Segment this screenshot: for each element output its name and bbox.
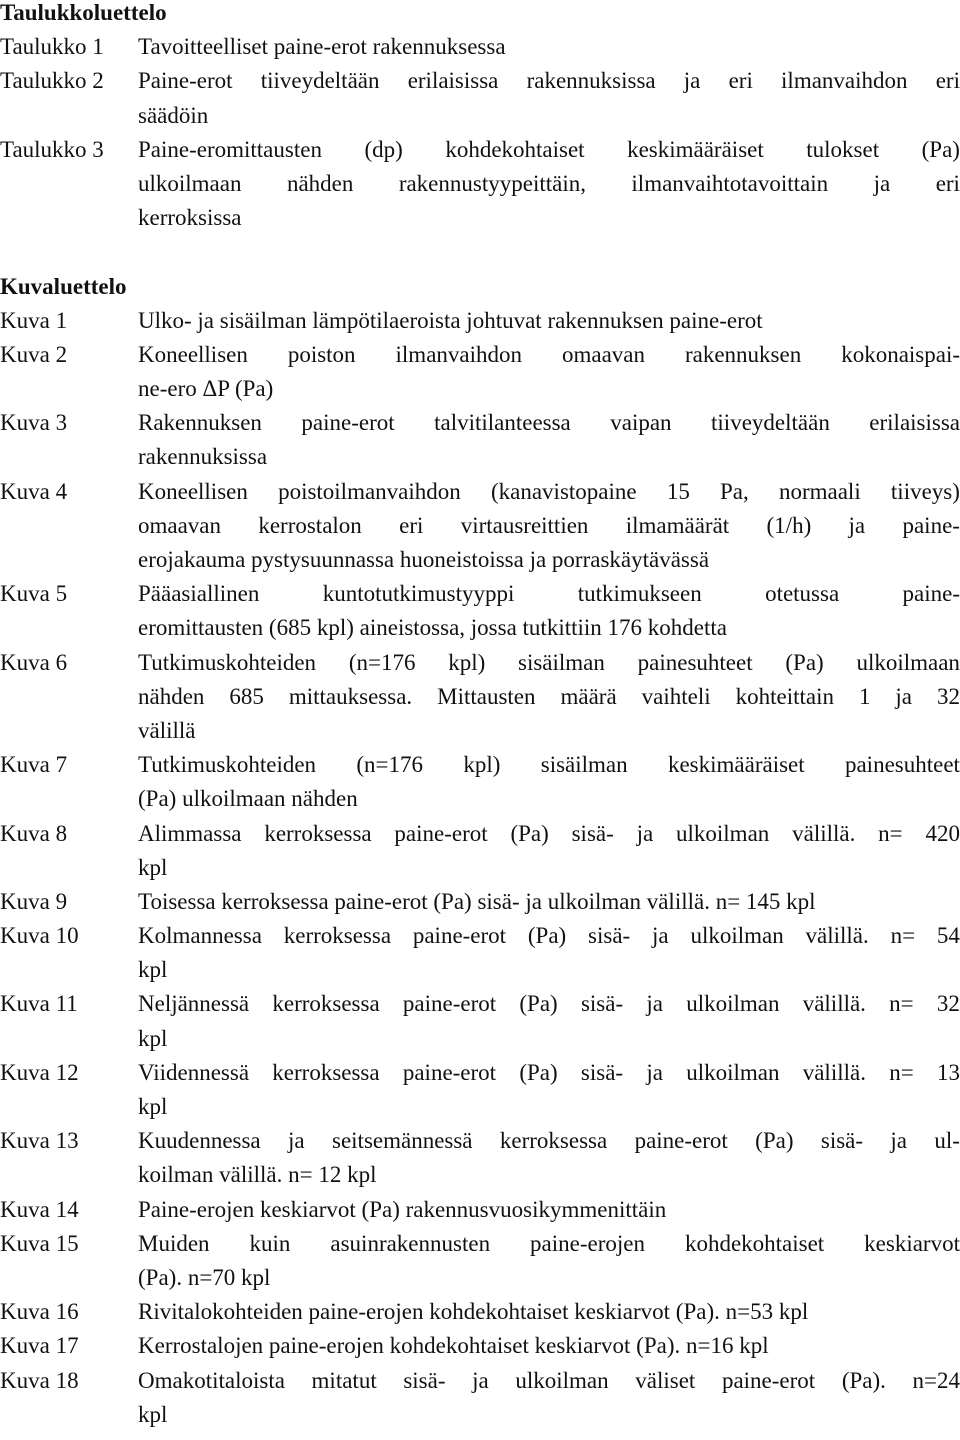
figure-list <box>0 304 960 1432</box>
figure-entry-caption-line: kpl <box>138 1401 168 1427</box>
figure-entry-label: Kuva 16 <box>0 1299 79 1325</box>
figure-entry <box>0 919 960 987</box>
figure-entry-caption <box>138 304 960 338</box>
figure-entry-label: Kuva 1 <box>0 307 68 333</box>
figure-entry-caption-line: Neljännessä kerroksessa paine-erot (Pa) sisä- ja ulkoilman välillä. n= 32 <box>138 991 960 1017</box>
figure-entry-caption-line: Tutkimuskohteiden (n=176 kpl) sisäilman painesuhteet (Pa) ulkoilmaan <box>138 649 960 675</box>
figure-entry-caption-line: Paine-erojen keskiarvot (Pa) rakennusvuosikymmenittäin <box>138 1196 667 1222</box>
figure-entry <box>0 338 960 406</box>
figure-entry-caption-line: Koneellisen poiston ilmanvaihdon omaavan rakennuksen kokonaispai- <box>138 341 960 367</box>
figure-entry-caption <box>138 1124 960 1192</box>
figure-entry-caption <box>138 338 960 406</box>
figure-entry-caption <box>138 885 960 919</box>
figure-entry-label: Kuva 17 <box>0 1333 79 1359</box>
figure-entry-caption <box>138 646 960 749</box>
figure-entry-caption-line: Kuudennessa ja seitsemännessä kerroksessa paine-erot (Pa) sisä- ja ul- <box>138 1128 960 1154</box>
figure-entry-label: Kuva 18 <box>0 1367 79 1393</box>
table-entry-caption <box>138 30 960 64</box>
figure-entry <box>0 1124 960 1192</box>
figure-entry-label: Kuva 10 <box>0 923 79 949</box>
figure-entry-caption-line: kpl <box>138 854 168 880</box>
figure-entry <box>0 1193 960 1227</box>
figure-entry-label: Kuva 15 <box>0 1230 79 1256</box>
figure-entry-caption-line: Rivitalokohteiden paine-erojen kohdekohtaiset keskiarvot (Pa). n=53 kpl <box>138 1299 809 1325</box>
figure-entry-caption-line: Toisessa kerroksessa paine-erot (Pa) sisä- ja ulkoilman välillä. n= 145 kpl <box>138 888 816 914</box>
figure-entry-label: Kuva 13 <box>0 1128 79 1154</box>
figure-entry-caption-line: Omakotitaloista mitatut sisä- ja ulkoilman väliset paine-erot (Pa). n=24 <box>138 1367 960 1393</box>
figure-entry-caption-line: (Pa). n=70 kpl <box>138 1265 271 1290</box>
figure-entry-caption-line: erojakauma pystysuunnassa huoneistoissa ja porraskäytävässä <box>138 547 710 573</box>
figure-entry-caption <box>138 987 960 1055</box>
table-entry-caption <box>138 133 960 236</box>
figure-entry <box>0 406 960 474</box>
figure-entry-caption-line: (Pa) ulkoilmaan nähden <box>138 786 358 812</box>
figure-entry-caption-line: kpl <box>138 957 168 983</box>
figure-entry <box>0 1056 960 1124</box>
figure-entry-caption <box>138 1227 960 1295</box>
figure-entry-label: Kuva 7 <box>0 752 68 778</box>
figure-entry-caption-line: eromittausten (685 kpl) aineistossa, jossa tutkittiin 176 kohdetta <box>138 615 727 641</box>
figure-entry-caption-line: Muiden kuin asuinrakennusten paine-erojen kohdekohtaiset keskiarvot <box>138 1230 960 1256</box>
figure-entry-caption <box>138 577 960 645</box>
table-list <box>0 30 960 235</box>
figure-entry-caption <box>138 406 960 474</box>
figure-entry <box>0 577 960 645</box>
table-entry-caption-line: ulkoilmaan nähden rakennustyypeittäin, ilmanvaihtotavoittain ja eri <box>138 170 960 196</box>
figure-entry-caption-line: Kerrostalojen paine-erojen kohdekohtaiset keskiarvot (Pa). n=16 kpl <box>138 1333 769 1359</box>
figure-entry-caption-line: omaavan kerrostalon eri virtausreittien ilmamäärät (1/h) ja paine- <box>138 512 960 538</box>
figure-entry-caption <box>138 1295 960 1329</box>
figure-entry-caption-line: koilman välillä. n= 12 kpl <box>138 1162 377 1188</box>
figure-entry-label: Kuva 14 <box>0 1196 79 1222</box>
figure-entry-caption-line: rakennuksissa <box>138 444 268 470</box>
figure-entry-label: Kuva 4 <box>0 478 68 504</box>
figure-entry-caption <box>138 1193 960 1227</box>
figure-entry-caption-line: nähden 685 mittauksessa. Mittausten määrä vaihteli kohteittain 1 ja 32 <box>138 683 960 709</box>
table-entry-label: Taulukko 2 <box>0 68 104 94</box>
figure-entry-label: Kuva 8 <box>0 820 68 846</box>
figure-entry <box>0 1364 960 1432</box>
figure-entry <box>0 817 960 885</box>
figure-entry <box>0 1295 960 1329</box>
figure-entry-caption-line: Rakennuksen paine-erot talvitilanteessa vaipan tiiveydeltään erilaisissa <box>138 410 960 436</box>
figure-entry-label: Kuva 6 <box>0 649 68 675</box>
table-entry <box>0 30 960 64</box>
figure-entry-caption-line: Alimmassa kerroksessa paine-erot (Pa) sisä- ja ulkoilman välillä. n= 420 <box>138 820 960 846</box>
figure-entry-caption-line: Pääasiallinen kuntotutkimustyyppi tutkimukseen otetussa paine- <box>138 581 960 607</box>
figure-entry-caption <box>138 1056 960 1124</box>
figure-entry <box>0 885 960 919</box>
table-entry <box>0 133 960 236</box>
figure-entry <box>0 987 960 1055</box>
table-entry-caption-line: säädöin <box>138 102 209 128</box>
figure-entry <box>0 475 960 578</box>
figure-entry-caption <box>138 475 960 578</box>
figure-entry <box>0 748 960 816</box>
figure-entry-caption-line: ne-ero ΔP (Pa) <box>138 376 274 402</box>
figure-entry-label: Kuva 9 <box>0 888 68 914</box>
figure-entry-caption <box>138 1364 960 1432</box>
figure-entry-label: Kuva 3 <box>0 410 68 436</box>
figure-list-heading: Kuvaluettelo <box>0 273 127 299</box>
table-entry-label: Taulukko 3 <box>0 136 104 162</box>
table-entry-caption-line: Paine-eromittausten (dp) kohdekohtaiset keskimääräiset tulokset (Pa) <box>138 136 960 162</box>
figure-entry-caption <box>138 817 960 885</box>
table-entry-label: Taulukko 1 <box>0 34 104 60</box>
figure-entry <box>0 304 960 338</box>
figure-entry-caption-line: Koneellisen poistoilmanvaihdon (kanavistopaine 15 Pa, normaali tiiveys) <box>138 478 960 504</box>
figure-entry-caption-line: Ulko- ja sisäilman lämpötilaeroista johtuvat rakennuksen paine-erot <box>138 307 763 333</box>
figure-entry-caption-line: Viidennessä kerroksessa paine-erot (Pa) sisä- ja ulkoilman välillä. n= 13 <box>138 1059 960 1085</box>
figure-entry-label: Kuva 11 <box>0 991 78 1017</box>
table-entry-caption-line: Paine-erot tiiveydeltään erilaisissa rakennuksissa ja eri ilmanvaihdon eri <box>138 68 960 94</box>
figure-entry-caption-line: Kolmannessa kerroksessa paine-erot (Pa) sisä- ja ulkoilman välillä. n= 54 <box>138 923 960 949</box>
table-entry <box>0 64 960 132</box>
figure-entry <box>0 646 960 749</box>
table-entry-caption-line: Tavoitteelliset paine-erot rakennuksessa <box>138 34 506 60</box>
figure-entry-label: Kuva 12 <box>0 1059 79 1085</box>
figure-entry <box>0 1329 960 1363</box>
figure-entry-caption-line: välillä <box>138 717 196 743</box>
table-entry-caption <box>138 64 960 132</box>
figure-entry-label: Kuva 2 <box>0 341 68 367</box>
figure-entry <box>0 1227 960 1295</box>
figure-entry-caption <box>138 919 960 987</box>
figure-entry-caption-line: kpl <box>138 1094 168 1120</box>
figure-entry-label: Kuva 5 <box>0 581 68 607</box>
figure-entry-caption <box>138 1329 960 1363</box>
table-list-heading: Taulukkoluettelo <box>0 0 167 25</box>
figure-entry-caption-line: kpl <box>138 1025 168 1051</box>
table-entry-caption-line: kerroksissa <box>138 205 242 231</box>
figure-entry-caption-line: Tutkimuskohteiden (n=176 kpl) sisäilman keskimääräiset painesuhteet <box>138 752 960 778</box>
figure-entry-caption <box>138 748 960 816</box>
